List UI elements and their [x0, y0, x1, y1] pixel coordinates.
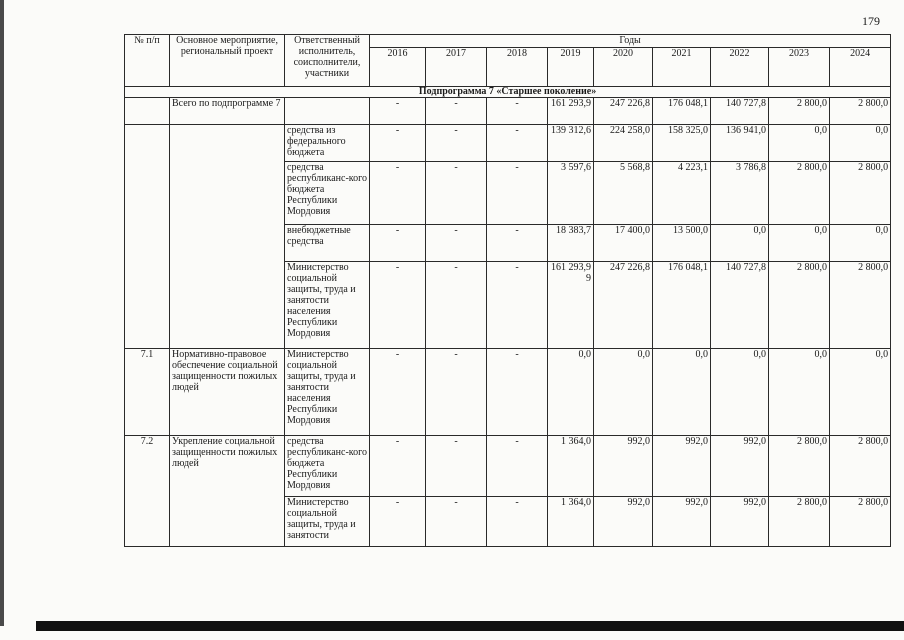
row-num: [125, 98, 170, 125]
cell-2016: -: [370, 162, 426, 225]
scan-bottom-band: [36, 621, 904, 631]
table-row: [125, 125, 891, 162]
table-row: [125, 98, 891, 125]
cell-2021: 176 048,1: [653, 262, 711, 349]
row-num: 7.1: [125, 349, 170, 436]
page-number: 179: [862, 14, 880, 28]
cell-2022: 992,0: [711, 436, 769, 497]
cell-2020: 0,0: [594, 349, 653, 436]
cell-2024: 0,0: [830, 349, 891, 436]
cell-2023: 2 800,0: [769, 162, 830, 225]
cell-2019: 161 293,9: [548, 98, 594, 125]
cell-2024: 0,0: [830, 125, 891, 162]
cell-2016: -: [370, 262, 426, 349]
year-2018: 2018: [487, 48, 548, 87]
cell-2022: 140 727,8: [711, 262, 769, 349]
cell-2021: 13 500,0: [653, 225, 711, 262]
cell-2016: -: [370, 436, 426, 497]
cell-2017: -: [426, 436, 487, 497]
row-executor: Министерство социальной защиты, труда и занятости населения Республики Мордовия: [285, 262, 370, 349]
cell-2018: -: [487, 349, 548, 436]
cell-2018: -: [487, 162, 548, 225]
cell-2017: -: [426, 162, 487, 225]
cell-2021: 176 048,1: [653, 98, 711, 125]
year-2024: 2024: [830, 48, 891, 87]
cell-2019: 0,0: [548, 349, 594, 436]
cell-2020: 992,0: [594, 497, 653, 547]
budget-table: [124, 34, 891, 547]
cell-2016: -: [370, 125, 426, 162]
cell-2022: 992,0: [711, 497, 769, 547]
cell-2016: -: [370, 497, 426, 547]
cell-2018: -: [487, 497, 548, 547]
cell-2019: 18 383,7: [548, 225, 594, 262]
cell-2023: 2 800,0: [769, 497, 830, 547]
year-2020: 2020: [594, 48, 653, 87]
cell-2023: 0,0: [769, 225, 830, 262]
cell-2023: 2 800,0: [769, 98, 830, 125]
cell-2017: -: [426, 225, 487, 262]
cell-2016: -: [370, 98, 426, 125]
cell-2018: -: [487, 262, 548, 349]
cell-2017: -: [426, 98, 487, 125]
year-2019: 2019: [548, 48, 594, 87]
cell-2023: 0,0: [769, 349, 830, 436]
cell-2024: 2 800,0: [830, 436, 891, 497]
cell-2018: -: [487, 225, 548, 262]
cell-2017: -: [426, 349, 487, 436]
cell-2020: 247 226,8: [594, 98, 653, 125]
header-executor: Ответственный исполнитель, соисполнители, участники: [285, 35, 370, 87]
row-executor: Министерство социальной защиты, труда и занятости населения Республики Мордовия: [285, 349, 370, 436]
header-row: [125, 35, 891, 48]
cell-2021: 158 325,0: [653, 125, 711, 162]
year-2017: 2017: [426, 48, 487, 87]
subprogram-row: [125, 87, 891, 98]
row-measure: Всего по подпрограмме 7: [170, 98, 285, 125]
cell-2023: 2 800,0: [769, 436, 830, 497]
row-measure: Укрепление социальной защищенности пожилых людей: [170, 436, 285, 547]
cell-2022: 0,0: [711, 349, 769, 436]
row-executor: внебюджетные средства: [285, 225, 370, 262]
cell-2019: 3 597,6: [548, 162, 594, 225]
cell-2020: 5 568,8: [594, 162, 653, 225]
row-num: [125, 125, 170, 349]
cell-2019: 139 312,6: [548, 125, 594, 162]
cell-2021: 0,0: [653, 349, 711, 436]
row-executor: Министерство социальной защиты, труда и занятости: [285, 497, 370, 547]
cell-2024: 2 800,0: [830, 262, 891, 349]
cell-2019: 1 364,0: [548, 497, 594, 547]
cell-2022: 136 941,0: [711, 125, 769, 162]
cell-2018: -: [487, 436, 548, 497]
cell-2020: 224 258,0: [594, 125, 653, 162]
header-num: № п/п: [125, 35, 170, 87]
scan-edge-left: [0, 0, 4, 626]
cell-2024: 2 800,0: [830, 98, 891, 125]
cell-2023: 2 800,0: [769, 262, 830, 349]
row-executor: средства республиканс-кого бюджета Республики Мордовия: [285, 436, 370, 497]
row-num: 7.2: [125, 436, 170, 547]
cell-2024: 2 800,0: [830, 162, 891, 225]
cell-2017: -: [426, 497, 487, 547]
year-2022: 2022: [711, 48, 769, 87]
cell-2020: 992,0: [594, 436, 653, 497]
cell-2017: -: [426, 262, 487, 349]
cell-2016: -: [370, 225, 426, 262]
row-executor: средства из федерального бюджета: [285, 125, 370, 162]
cell-2019: 161 293,9 9: [548, 262, 594, 349]
year-2021: 2021: [653, 48, 711, 87]
cell-2020: 247 226,8: [594, 262, 653, 349]
cell-2016: -: [370, 349, 426, 436]
row-measure: [170, 125, 285, 349]
year-2016: 2016: [370, 48, 426, 87]
cell-2022: 3 786,8: [711, 162, 769, 225]
cell-2021: 992,0: [653, 497, 711, 547]
cell-2020: 17 400,0: [594, 225, 653, 262]
cell-2023: 0,0: [769, 125, 830, 162]
year-2023: 2023: [769, 48, 830, 87]
cell-2022: 140 727,8: [711, 98, 769, 125]
cell-2022: 0,0: [711, 225, 769, 262]
table-row: [125, 436, 891, 497]
row-executor: [285, 98, 370, 125]
cell-2021: 4 223,1: [653, 162, 711, 225]
cell-2024: 2 800,0: [830, 497, 891, 547]
header-measure: Основное мероприятие, региональный проект: [170, 35, 285, 87]
cell-2017: -: [426, 125, 487, 162]
cell-2018: -: [487, 125, 548, 162]
table-row: [125, 349, 891, 436]
row-measure: Нормативно-правовое обеспечение социальной защищенности пожилых людей: [170, 349, 285, 436]
cell-2021: 992,0: [653, 436, 711, 497]
cell-2024: 0,0: [830, 225, 891, 262]
cell-2019: 1 364,0: [548, 436, 594, 497]
header-years-label: Годы: [370, 35, 891, 48]
row-executor: средства республиканс-кого бюджета Республики Мордовия: [285, 162, 370, 225]
subprogram-title: Подпрограмма 7 «Старшее поколение»: [125, 87, 891, 98]
cell-2018: -: [487, 98, 548, 125]
